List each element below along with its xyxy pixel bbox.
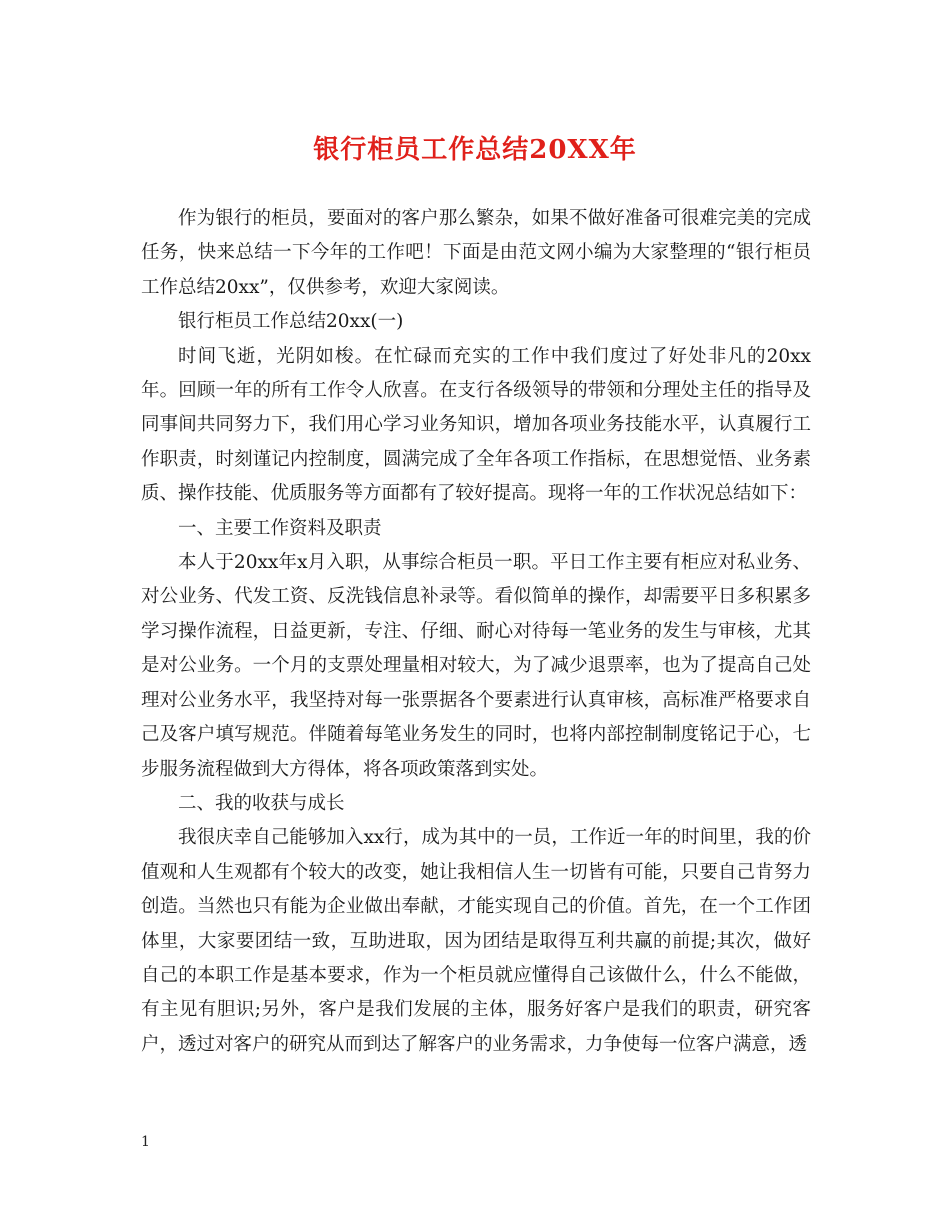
body-paragraph: 我很庆幸自己能够加入xx行，成为其中的一员，工作近一年的时间里，我的价值观和人生观都有个较大的改变，她让我相信人生一切皆有可能，只要自己肯努力创造。当然也只有能为企业做出奉献，才能实现自己的价值。首先，在一个工作团体里，大家要团结一致，互助进取，因为团结是取得互利共赢的前提;其次，做好自己的本职工作是基本要求，作为一个柜员就应懂得自己该做什么，什么不能做，有主见有胆识;另外，客户是我们发展的主体，服务好客户是我们的职责，研究客户，透过对客户的研究从而到达了解客户的业务需求，力争使每一位客户满意，透 (141, 827, 811, 1055)
page-number: 1 (141, 1134, 150, 1150)
section-heading-duties: 一、主要工作资料及职责 (178, 517, 382, 539)
document-body (141, 202, 811, 1062)
document-title: 银行柜员工作总结20XX年 (313, 135, 637, 165)
intro-paragraph: 作为银行的柜员，要面对的客户那么繁杂，如果不做好准备可很难完美的完成任务，快来总结一下今年的工作吧！下面是由范文网小编为大家整理的“银行柜员工作总结20xx”，仅供参考，欢迎大家阅读。 (141, 208, 811, 298)
body-paragraph: 时间飞逝，光阴如梭。在忙碌而充实的工作中我们度过了好处非凡的20xx年。回顾一年的所有工作令人欣喜。在支行各级领导的带领和分理处主任的指导及同事间共同努力下，我们用心学习业务知识，增加各项业务技能水平，认真履行工作职责，时刻谨记内控制度，圆满完成了全年各项工作指标，在思想觉悟、业务素质、操作技能、优质服务等方面都有了较好提高。现将一年的工作状况总结如下： (141, 345, 811, 505)
section-heading-growth: 二、我的收获与成长 (178, 792, 345, 814)
section-heading-part-one: 银行柜员工作总结20xx(一) (178, 311, 404, 333)
body-paragraph: 本人于20xx年x月入职，从事综合柜员一职。平日工作主要有柜应对私业务、对公业务、代发工资、反洗钱信息补录等。看似简单的操作，却需要平日多积累多学习操作流程，日益更新，专注、仔细、耐心对待每一笔业务的发生与审核，尤其是对公业务。一个月的支票处理量相对较大，为了减少退票率，也为了提高自己处理对公业务水平，我坚持对每一张票据各个要素进行认真审核，高标准严格要求自己及客户填写规范。伴随着每笔业务发生的同时，也将内部控制制度铭记于心，七步服务流程做到大方得体，将各项政策落到实处。 (141, 552, 811, 780)
